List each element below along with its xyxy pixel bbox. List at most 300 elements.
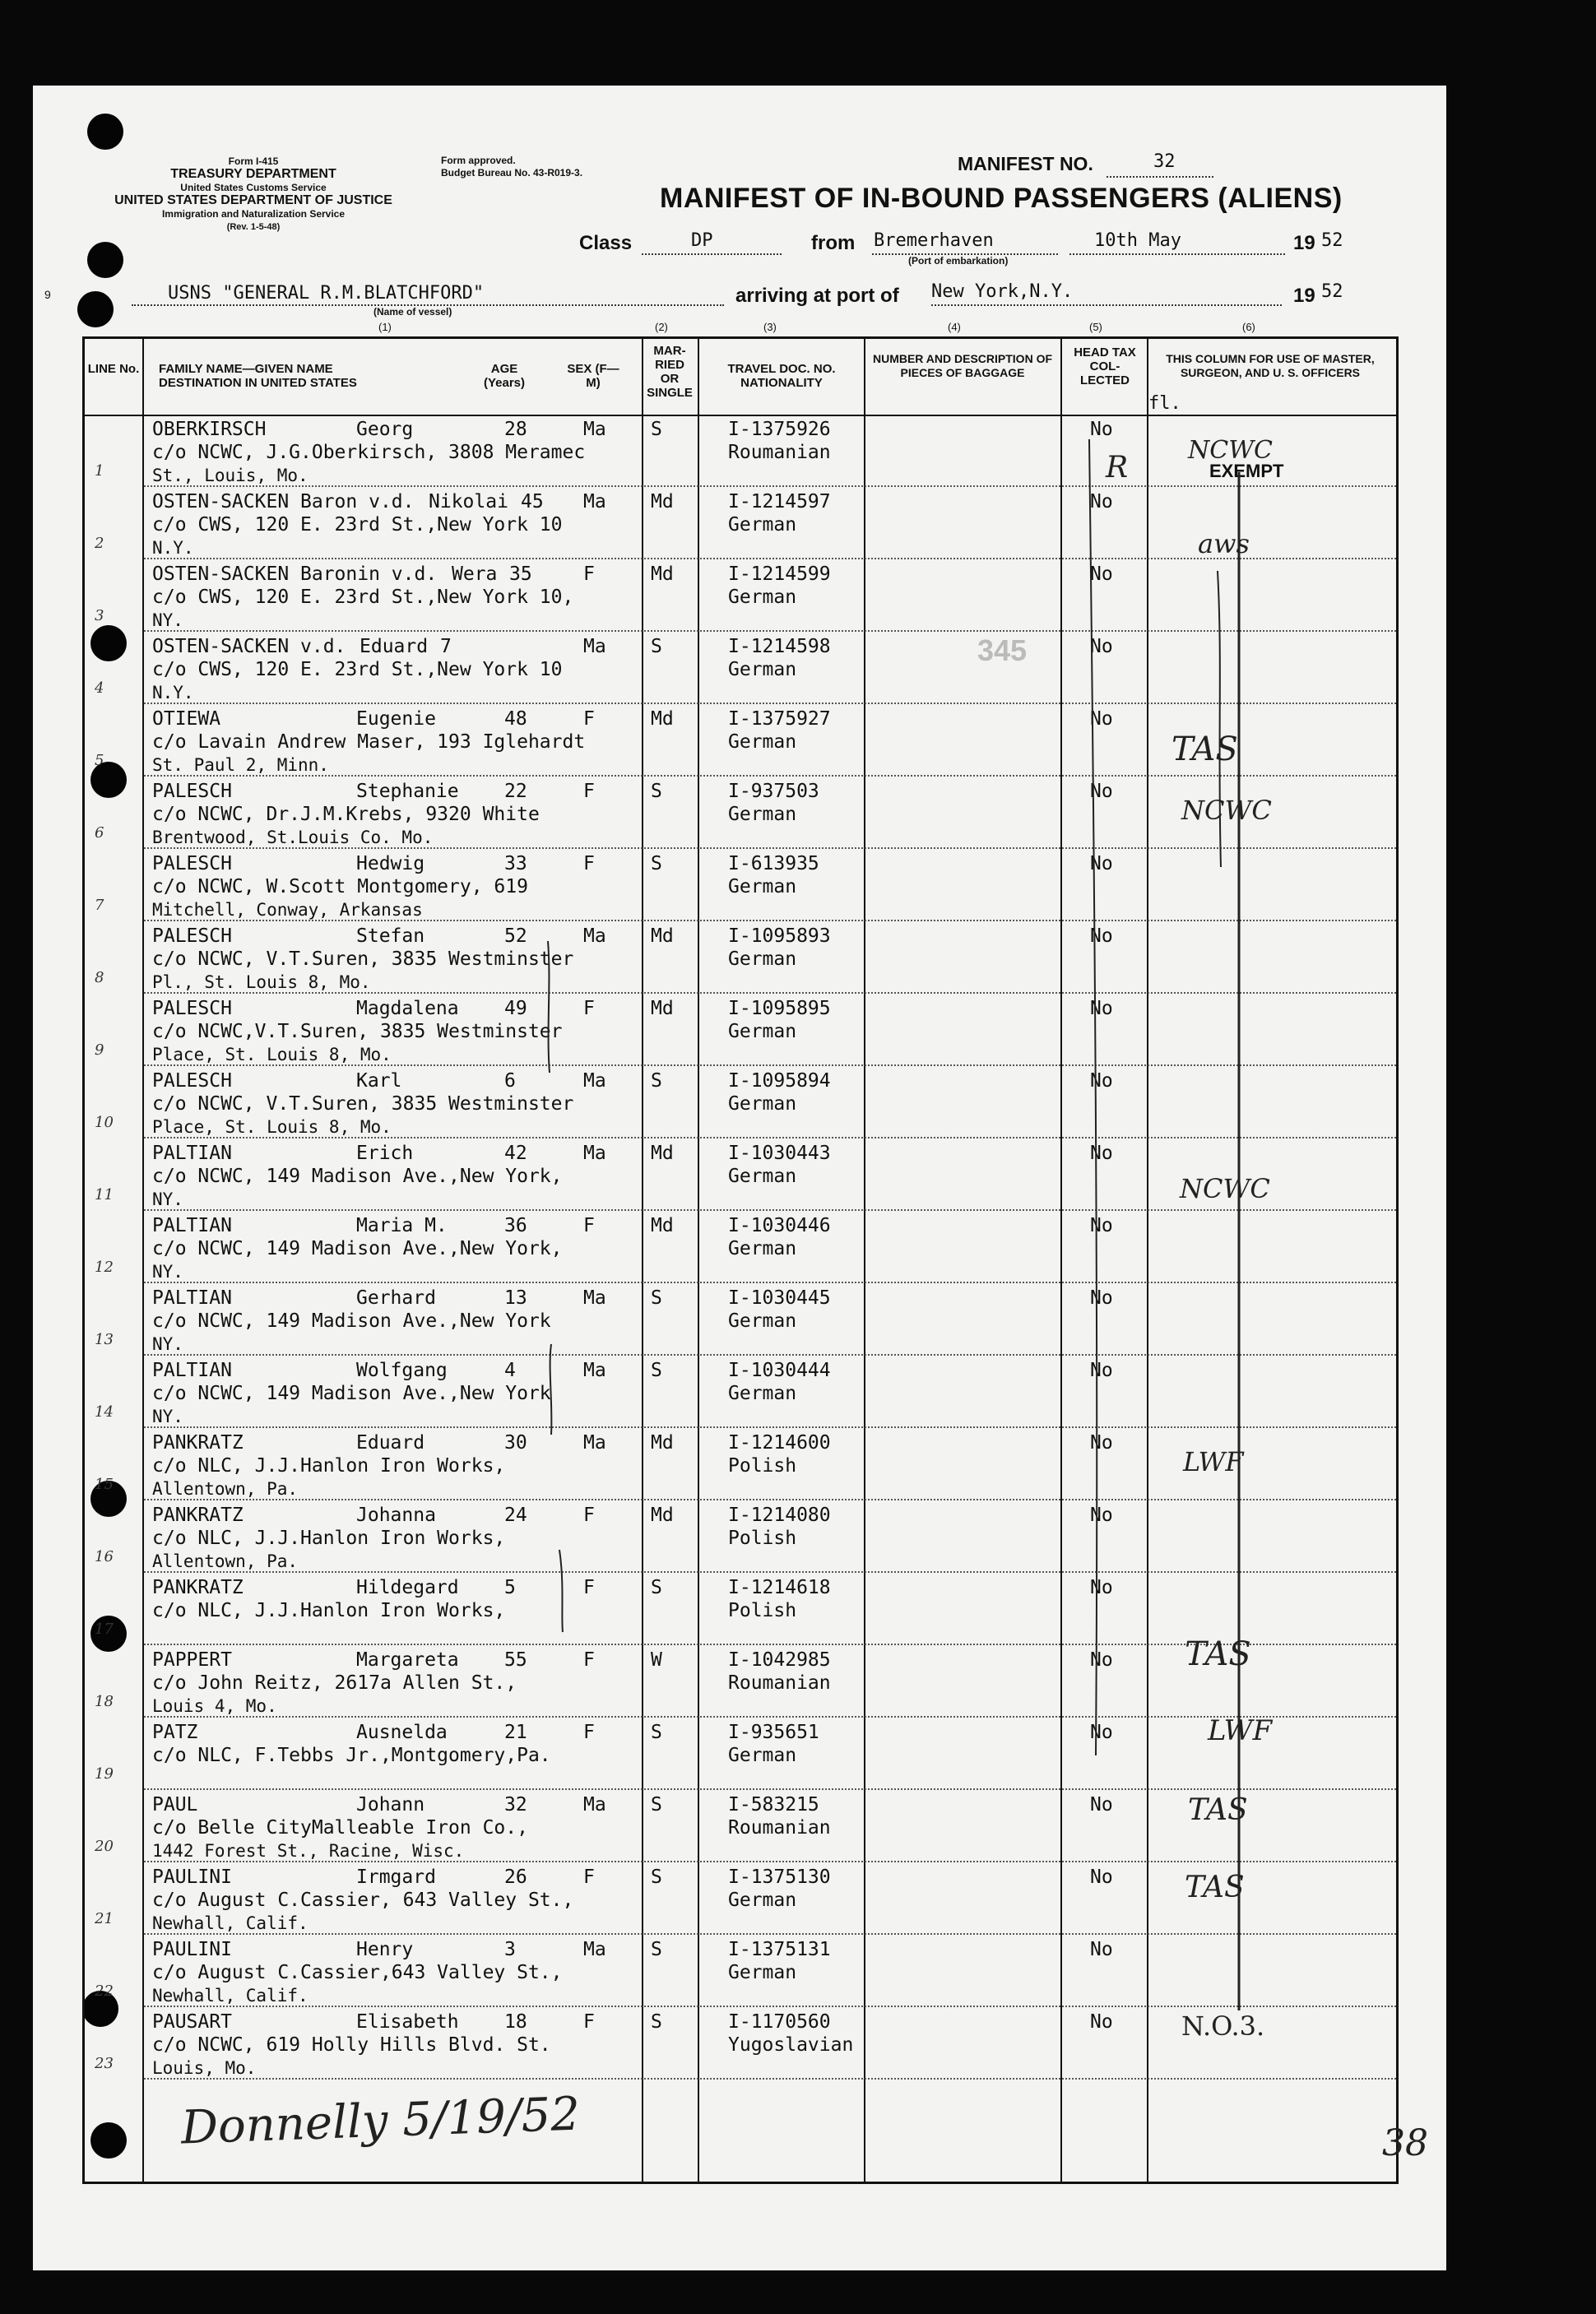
marital-status: S [651,1939,662,1960]
sex: F [583,1649,595,1671]
given-name: Magdalena [356,998,459,1019]
destination-line-1: c/o NCWC, V.T.Suren, 3835 Westminster [152,948,574,970]
treasury-dept: TREASURY DEPARTMENT [170,167,336,181]
exempt-stamp: EXEMPT [1209,461,1284,481]
sex: F [583,1722,595,1743]
sex: F [583,563,595,585]
head-tax: No [1090,1432,1113,1454]
nationality: German [728,1238,797,1259]
corner-number: 38 [1382,2122,1428,2164]
travel-doc-no: I-1214618 [728,1577,831,1598]
hand-mark: LWF [1208,1714,1273,1747]
travel-doc-no: I-1375130 [728,1867,831,1888]
col-num-4: (4) [948,321,961,333]
nationality: Yugoslavian [728,2034,854,2056]
sex: Ma [583,1939,606,1960]
head-tax: No [1090,998,1113,1019]
destination-line-1: c/o CWS, 120 E. 23rd St.,New York 10, [152,587,574,608]
given-name: Elisabeth [356,2011,459,2033]
hand-mark: TAS [1171,730,1238,768]
marital-status: Md [651,1215,674,1236]
line-number: 21 [95,1910,114,1927]
family-name: PALESCH [152,925,232,947]
line-number: 4 [95,679,104,697]
marital-status: S [651,1722,662,1743]
class-label: Class [579,232,633,254]
sex: F [583,2011,595,2033]
line-number: 10 [95,1114,114,1131]
sex: F [583,1577,595,1598]
destination-line-1: c/o NCWC, Dr.J.M.Krebs, 9320 White [152,804,540,825]
head-tax: No [1090,636,1113,657]
nationality: German [728,1310,797,1332]
head-tax: No [1090,1215,1113,1236]
family-name: OSTEN-SACKEN v.d. [152,636,346,657]
arrival-port: New York,N.Y. [931,281,1074,302]
travel-doc-no: I-1030444 [728,1360,831,1381]
head-tax: No [1090,1070,1113,1092]
manifest-no-label: MANIFEST NO. [958,153,1093,174]
destination-line-1: c/o CWS, 120 E. 23rd St.,New York 10 [152,514,563,536]
head-tax: No [1090,563,1113,585]
nationality: German [728,876,797,897]
marital-status: Md [651,708,674,730]
marital-status: S [651,1070,662,1092]
travel-doc-no: I-1042985 [728,1649,831,1671]
head-tax: No [1090,708,1113,730]
destination-line-2: Newhall, Calif. [152,1986,309,2006]
family-name: PAPPERT [152,1649,232,1671]
destination-line-2: Louis 4, Mo. [152,1696,277,1716]
nationality: Polish [728,1528,797,1549]
head-tax: No [1090,1722,1113,1743]
family-name: OBERKIRSCH [152,419,267,440]
sex: Ma [583,1070,606,1092]
age: 52 [504,925,527,947]
age: 4 [504,1360,516,1381]
line-number: 17 [95,1621,114,1638]
head-tax: No [1090,1505,1113,1526]
travel-doc-no: I-937503 [728,781,819,802]
hand-mark: TAS [1185,1635,1251,1673]
given-name: Stephanie [356,781,459,802]
age: 3 [504,1939,516,1960]
line-number: 7 [95,897,104,914]
form-approved: Form approved. [441,155,516,166]
travel-doc-no: I-1214598 [728,636,831,657]
age: 6 [504,1070,516,1092]
justice-dept: UNITED STATES DEPARTMENT OF JUSTICE [114,193,392,207]
family-name: OSTEN-SACKEN Baron v.d. [152,491,415,512]
age: 42 [504,1143,527,1164]
sex: Ma [583,1143,606,1164]
given-name: Hildegard [356,1577,459,1598]
destination-line-1: c/o John Reitz, 2617a Allen St., [152,1672,517,1694]
destination-line-1: c/o NCWC, V.T.Suren, 3835 Westminster [152,1093,574,1115]
family-name: PALESCH [152,853,232,874]
family-name: PAUL [152,1794,198,1815]
destination-line-2: Newhall, Calif. [152,1913,309,1933]
sex: Ma [583,1287,606,1309]
age: 55 [504,1649,527,1671]
col-header-name: FAMILY NAME—GIVEN NAME DESTINATION IN UNITED STATES [159,362,357,390]
travel-doc-no: I-1095893 [728,925,831,947]
destination-line-1: c/o NCWC, 149 Madison Ave.,New York [152,1310,551,1332]
col-header-travel: TRAVEL DOC. NO. NATIONALITY [727,362,836,390]
given-name: Johann [356,1794,425,1815]
travel-doc-no: I-1030443 [728,1143,831,1164]
family-name: PALTIAN [152,1143,232,1164]
travel-doc-no: I-1214600 [728,1432,831,1454]
customs-service: United States Customs Service [180,182,327,193]
age: 32 [504,1794,527,1815]
nationality: German [728,1383,797,1404]
travel-doc-no: I-935651 [728,1722,819,1743]
head-tax: No [1090,853,1113,874]
nationality: Roumanian [728,442,831,463]
line-number: 12 [95,1259,114,1276]
travel-doc-no: I-1375131 [728,1939,831,1960]
embark-port: Bremerhaven [874,230,994,251]
family-name: PANKRATZ [152,1577,244,1598]
sex: Ma [583,636,606,657]
hand-mark: R [1106,451,1129,485]
age: 28 [504,419,527,440]
given-name: Gerhard [356,1287,436,1309]
given-name: Erich [356,1143,414,1164]
head-tax: No [1090,1867,1113,1888]
nationality: German [728,587,797,608]
destination-line-2: NY. [152,1262,183,1282]
form-number: Form I-415 [228,155,279,167]
embark-date: 10th May [1094,230,1181,251]
vessel-name: USNS "GENERAL R.M.BLATCHFORD" [168,283,485,304]
family-name: PALTIAN [152,1360,232,1381]
given-name: Eduard [356,1432,425,1454]
age: 36 [504,1215,527,1236]
nationality: Polish [728,1600,797,1621]
line-number: 22 [95,1982,114,2000]
travel-doc-no: I-1095895 [728,998,831,1019]
family-name: PALESCH [152,781,232,802]
family-name: PALTIAN [152,1287,232,1309]
head-tax: No [1090,1143,1113,1164]
destination-line-2: St. Paul 2, Minn. [152,755,329,775]
sex: Ma [583,1360,606,1381]
given-name: Stefan [356,925,425,947]
arriving-label: arriving at port of [735,285,899,307]
nationality: Roumanian [728,1817,831,1839]
age: 45 [521,491,544,512]
nationality: German [728,1745,797,1766]
given-name: Maria M. [356,1215,448,1236]
sex: F [583,853,595,874]
sex: Ma [583,419,606,440]
destination-line-2: Brentwood, St.Louis Co. Mo. [152,828,434,847]
col-num-5: (5) [1089,321,1102,333]
family-name: PALTIAN [152,1215,232,1236]
given-name: Nikolai [429,491,508,512]
col-header-baggage: NUMBER AND DESCRIPTION OF PIECES OF BAGGAGE [872,352,1053,379]
given-name: Henry [356,1939,414,1960]
sex: F [583,1505,595,1526]
age: 5 [504,1577,516,1598]
age: 7 [440,636,452,657]
line-number: 3 [95,607,104,624]
age: 33 [504,853,527,874]
nationality: Polish [728,1455,797,1477]
family-name: PALESCH [152,1070,232,1092]
hand-mark: aws [1198,528,1250,559]
col-header-tax: HEAD TAX COL-LECTED [1074,345,1136,387]
marital-status: W [651,1649,662,1671]
col-num-vessel-prefix: 9 [44,288,51,301]
age: 22 [504,781,527,802]
age: 18 [504,2011,527,2033]
nationality: German [728,1890,797,1911]
sex: F [583,781,595,802]
line-number: 14 [95,1403,114,1421]
marital-status: Md [651,1143,674,1164]
col-num-2: (2) [655,321,668,333]
nationality: German [728,659,797,680]
destination-line-1: c/o NCWC, 149 Madison Ave.,New York [152,1383,551,1404]
year-value-2: 52 [1321,281,1343,302]
destination-line-1: c/o August C.Cassier, 643 Valley St., [152,1890,574,1911]
destination-line-1: c/o NCWC, 149 Madison Ave.,New York, [152,1166,563,1187]
travel-doc-no: I-1375926 [728,419,831,440]
given-name: Hedwig [356,853,425,874]
destination-line-1: c/o NLC, J.J.Hanlon Iron Works, [152,1455,506,1477]
col-header-sex: SEX (F—M) [567,362,619,390]
destination-line-1: c/o NCWC, 149 Madison Ave.,New York, [152,1238,563,1259]
family-name: PAULINI [152,1939,232,1960]
family-name: PANKRATZ [152,1505,244,1526]
head-tax: No [1090,2011,1113,2033]
given-name: Eugenie [356,708,436,730]
line-number: 1 [95,462,104,480]
marital-status: Md [651,1505,674,1526]
sex: Ma [583,925,606,947]
destination-line-1: c/o NLC, J.J.Hanlon Iron Works, [152,1528,506,1549]
head-tax: No [1090,1939,1113,1960]
head-tax: No [1090,1794,1113,1815]
nationality: German [728,948,797,970]
hand-mark: NCWC [1180,1173,1270,1204]
from-label: from [811,232,856,254]
sex: F [583,1867,595,1888]
family-name: PAUSART [152,2011,232,2033]
line-number: 11 [95,1186,114,1203]
line-number: 23 [95,2055,114,2072]
travel-doc-no: I-1214599 [728,563,831,585]
travel-doc-no: I-1030445 [728,1287,831,1309]
marital-status: S [651,636,662,657]
col-header-age: AGE (Years) [483,362,526,390]
head-tax: No [1090,1360,1113,1381]
manifest-page [33,86,1446,2270]
line-number: 5 [95,752,104,769]
line-number: 20 [95,1838,114,1855]
nationality: Roumanian [728,1672,831,1694]
destination-line-1: c/o CWS, 120 E. 23rd St.,New York 10 [152,659,563,680]
given-name: Irmgard [356,1867,436,1888]
marital-status: S [651,1867,662,1888]
given-name: Karl [356,1070,402,1092]
nationality: German [728,514,797,536]
page-title: MANIFEST OF IN-BOUND PASSENGERS (ALIENS) [660,183,1343,214]
sex: Ma [583,491,606,512]
hand-mark: TAS [1185,1871,1245,1904]
line-number: 2 [95,535,104,552]
destination-line-2: St., Louis, Mo. [152,466,309,485]
destination-line-2: Louis, Mo. [152,2058,257,2078]
hand-mark: NCWC [1188,436,1273,465]
manifest-no-value: 32 [1153,151,1176,172]
pen-strokes [33,86,1446,2270]
given-name: Wera [452,563,498,585]
destination-line-2: Allentown, Pa. [152,1479,299,1499]
destination-line-2: NY. [152,1189,183,1209]
destination-line-2: Place, St. Louis 8, Mo. [152,1117,392,1137]
marital-status: S [651,781,662,802]
destination-line-2: Pl., St. Louis 8, Mo. [152,972,371,992]
age: 21 [504,1722,527,1743]
year-value: 52 [1321,230,1343,251]
nationality: German [728,1093,797,1115]
fl-note: fl. [1148,393,1181,414]
travel-doc-no: I-1095894 [728,1070,831,1092]
class-value: DP [691,230,713,251]
col-num-6: (6) [1242,321,1255,333]
sex: F [583,1215,595,1236]
family-name: OSTEN-SACKEN Baronin v.d. [152,563,438,585]
line-number: 18 [95,1693,114,1710]
destination-line-2: Mitchell, Conway, Arkansas [152,900,423,920]
given-name: Johanna [356,1505,436,1526]
sex: F [583,998,595,1019]
age: 24 [504,1505,527,1526]
head-tax: No [1090,1577,1113,1598]
destination-line-2: N.Y. [152,538,194,558]
col-header-line: LINE No. [87,362,140,376]
destination-line-1: c/o NCWC, 619 Holly Hills Blvd. St. [152,2034,551,2056]
col-header-married: MAR-RIED OR SINGLE [647,344,693,400]
marital-status: Md [651,491,674,512]
destination-line-2: Allentown, Pa. [152,1551,299,1571]
col-num-3: (3) [763,321,777,333]
nationality: German [728,804,797,825]
line-number: 6 [95,824,104,842]
head-tax: No [1090,419,1113,440]
embark-note: (Port of embarkation) [908,255,1009,267]
hand-mark: LWF [1183,1446,1244,1477]
age: 30 [504,1432,527,1454]
travel-doc-no: I-1170560 [728,2011,831,2033]
line-number: 9 [95,1041,104,1059]
family-name: PAULINI [152,1867,232,1888]
marital-status: S [651,1794,662,1815]
destination-line-1: c/o NLC, F.Tebbs Jr.,Montgomery,Pa. [152,1745,551,1766]
head-tax: No [1090,1287,1113,1309]
family-name: PANKRATZ [152,1432,244,1454]
destination-line-1: c/o NCWC, W.Scott Montgomery, 619 [152,876,528,897]
marital-status: S [651,2011,662,2033]
marital-status: Md [651,1432,674,1454]
sex: Ma [583,1432,606,1454]
marital-status: Md [651,563,674,585]
marital-status: S [651,419,662,440]
destination-line-2: NY. [152,1407,183,1426]
destination-line-1: c/o Lavain Andrew Maser, 193 Iglehardt [152,731,586,753]
nationality: German [728,1962,797,1983]
year-prefix-2: 19 [1293,285,1315,307]
travel-doc-no: I-1030446 [728,1215,831,1236]
col-num-1: (1) [378,321,392,333]
given-name: Wolfgang [356,1360,448,1381]
destination-line-1: c/o August C.Cassier,643 Valley St., [152,1962,563,1983]
destination-line-1: c/o Belle CityMalleable Iron Co., [152,1817,528,1839]
age: 26 [504,1867,527,1888]
revision-date: (Rev. 1-5-48) [226,222,281,232]
family-name: PATZ [152,1722,198,1743]
stamp-number: 345 [977,633,1028,667]
nationality: German [728,1166,797,1187]
hand-mark: N.O.3. [1181,2010,1265,2042]
marital-status: S [651,1360,662,1381]
line-number: 8 [95,969,104,986]
marital-status: S [651,1287,662,1309]
marital-status: Md [651,925,674,947]
nationality: German [728,731,797,753]
line-number: 16 [95,1548,114,1565]
line-number: 15 [95,1476,114,1493]
destination-line-2: N.Y. [152,683,194,703]
head-tax: No [1090,925,1113,947]
nationality: German [728,1021,797,1042]
given-name: Georg [356,419,414,440]
family-name: PALESCH [152,998,232,1019]
head-tax: No [1090,781,1113,802]
age: 13 [504,1287,527,1309]
sex: F [583,708,595,730]
family-name: OTIEWA [152,708,221,730]
hand-mark: TAS [1188,1793,1248,1827]
sex: Ma [583,1794,606,1815]
line-number: 13 [95,1331,114,1348]
marital-status: S [651,1577,662,1598]
head-tax: No [1090,491,1113,512]
destination-line-2: Place, St. Louis 8, Mo. [152,1045,392,1064]
officer-signature: Donnelly 5/19/52 [180,2087,582,2155]
travel-doc-no: I-1375927 [728,708,831,730]
destination-line-1: c/o NCWC, J.G.Oberkirsch, 3808 Meramec [152,442,586,463]
head-tax: No [1090,1649,1113,1671]
line-number: 19 [95,1765,114,1783]
destination-line-1: c/o NLC, J.J.Hanlon Iron Works, [152,1600,506,1621]
budget-bureau: Budget Bureau No. 43-R019-3. [441,167,583,179]
age: 35 [509,563,532,585]
travel-doc-no: I-1214597 [728,491,831,512]
age: 49 [504,998,527,1019]
travel-doc-no: I-1214080 [728,1505,831,1526]
year-prefix: 19 [1293,232,1315,254]
destination-line-2: 1442 Forest St., Racine, Wisc. [152,1841,465,1861]
destination-line-1: c/o NCWC,V.T.Suren, 3835 Westminster [152,1021,563,1042]
given-name: Ausnelda [356,1722,448,1743]
given-name: Eduard [360,636,429,657]
marital-status: Md [651,998,674,1019]
